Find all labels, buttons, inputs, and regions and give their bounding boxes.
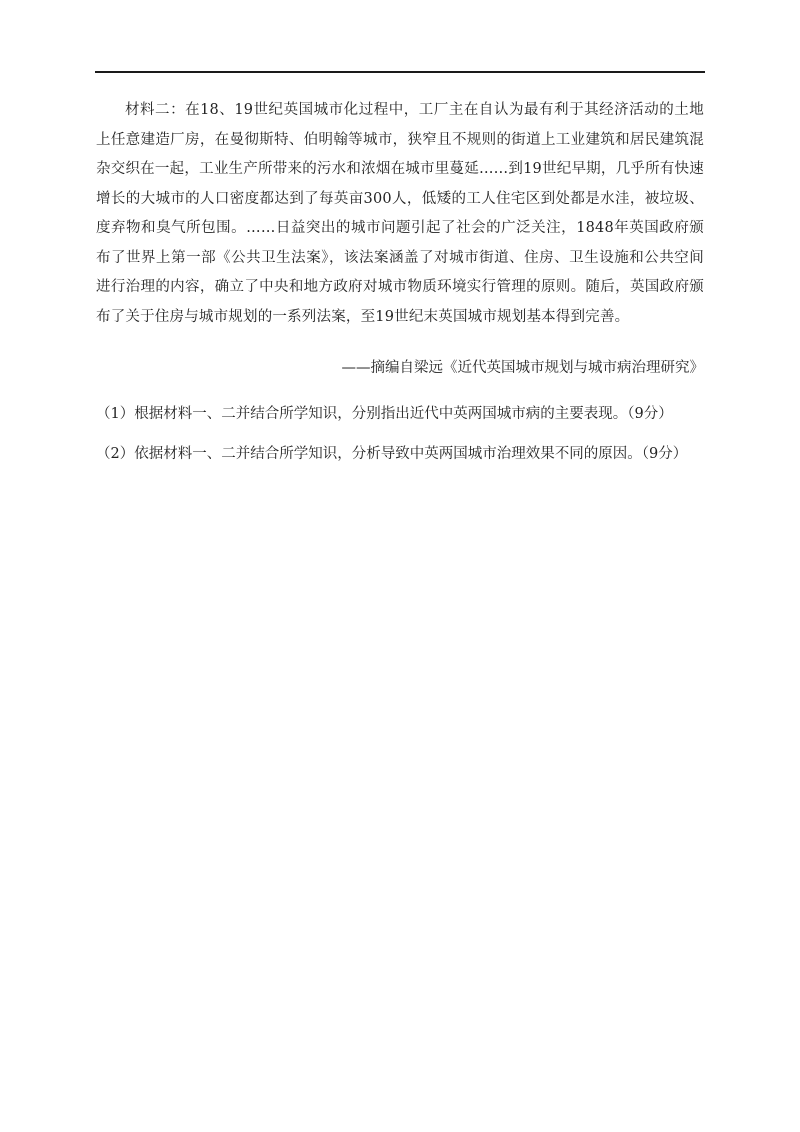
material-two-paragraph: 材料二：在18、19世纪英国城市化过程中，工厂主在自认为最有利于其经济活动的土地上任意建造厂房，在曼彻斯特、伯明翰等城市，狭窄且不规则的街道上工业建筑和居民建筑混杂交织在一起，工业生产所带来的污水和浓烟在城市里蔓延……到19世纪早期，几乎所有快速增长的大城市的人口密度都达到了每英亩300人，低矮的工人住宅区到处都是水洼，被垃圾、度弃物和臭气所包围。……日益突出的城市问题引起了社会的广泛关注，1848年英国政府颁布了世界上第一部《公共卫生法案》，该法案涵盖了对城市街道、住房、卫生设施和公共空间进行治理的内容，确立了中央和地方政府对城市物质环境实行管理的原则。随后，英国政府颁布了关于住房与城市规划的一系列法案，至19世纪末英国城市规划基本得到完善。 xyxy=(96,102,704,325)
question-2: （2）依据材料一、二并结合所学知识，分析导致中英两国城市治理效果不同的原因。（9分） xyxy=(96,446,688,462)
source-citation: ——摘编自梁远《近代英国城市规划与城市病治理研究》 xyxy=(341,360,704,376)
question-1: （1）根据材料一、二并结合所学知识，分别指出近代中英两国城市病的主要表现。（9分） xyxy=(96,406,673,422)
header-rule xyxy=(95,71,705,73)
